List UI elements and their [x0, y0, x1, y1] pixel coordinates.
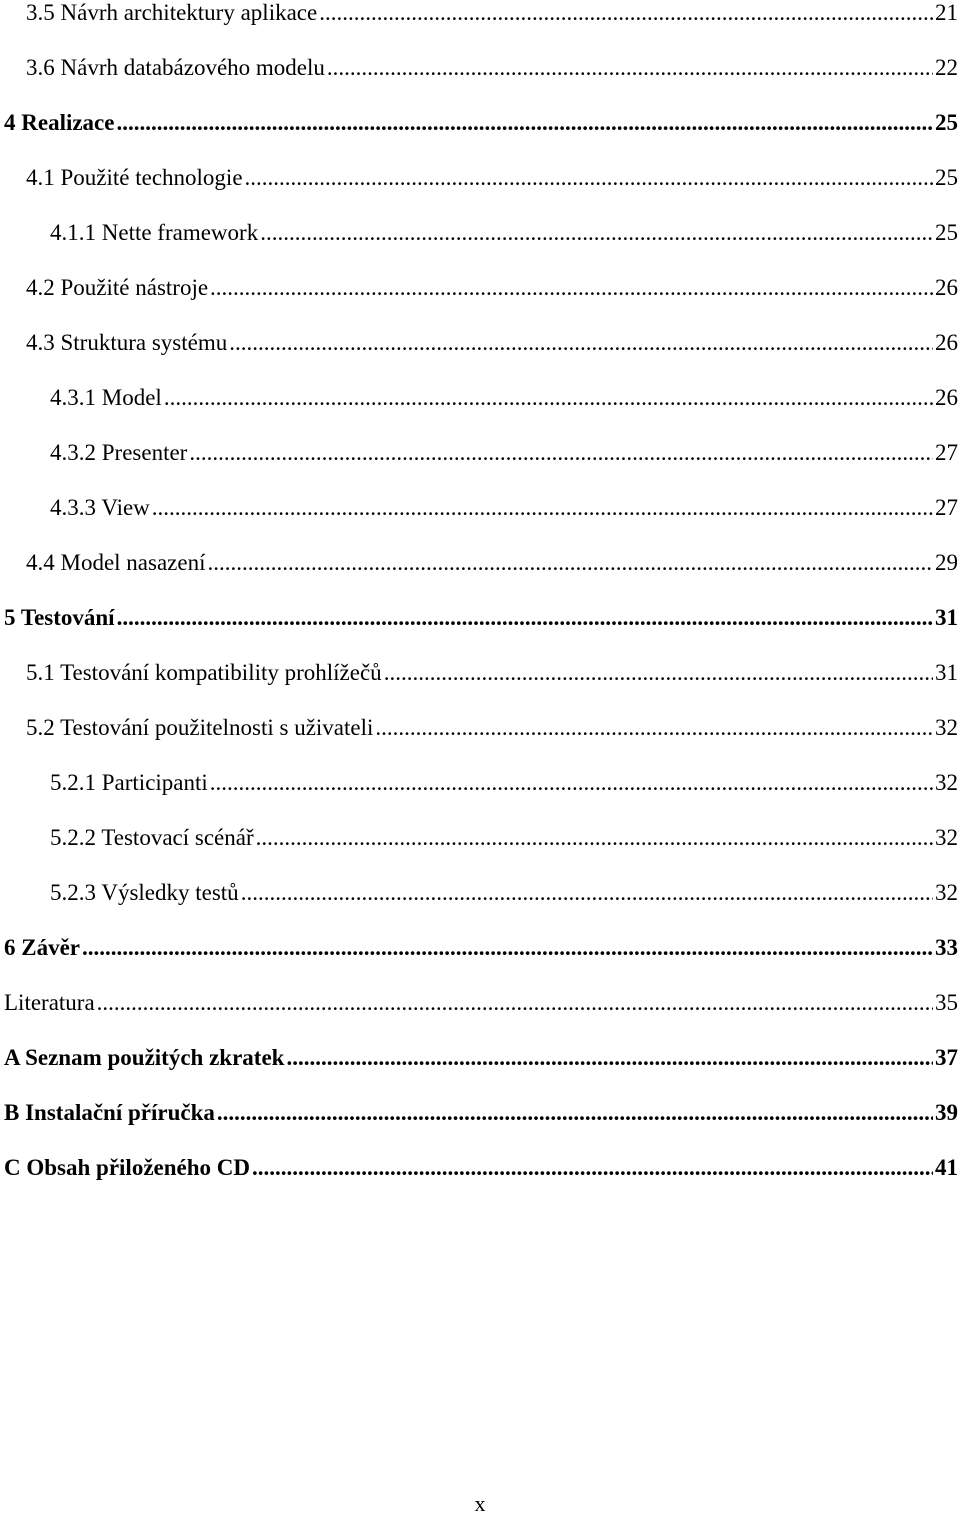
toc-entry[interactable]: [50, 436, 958, 470]
toc-entry-title: 4.3.1 Model: [50, 385, 162, 410]
toc-entry-title: 4.4 Model nasazení: [26, 550, 206, 575]
toc-entry[interactable]: [4, 106, 958, 140]
toc-entry-title: 5 Testování: [4, 605, 115, 630]
toc-entry[interactable]: [50, 821, 958, 855]
toc-entry[interactable]: [4, 1096, 958, 1130]
toc-entry-page: 26: [935, 330, 958, 355]
toc-entry-page: 22: [935, 55, 958, 80]
toc-entry-page: 32: [935, 715, 958, 740]
toc-entry-page: 37: [935, 1045, 958, 1070]
toc-entry[interactable]: [26, 546, 958, 580]
toc-leader-dots: [256, 821, 933, 855]
toc-entry-title: 4.3.3 View: [50, 495, 150, 520]
toc-entry-page: 27: [935, 495, 958, 520]
toc-entry-page: 29: [935, 550, 958, 575]
toc-entry[interactable]: [50, 876, 958, 910]
toc-entry-page: 21: [935, 0, 958, 25]
toc-entry-title: 4.3.2 Presenter: [50, 440, 188, 465]
toc-leader-dots: [116, 106, 933, 140]
toc-entry-page: 25: [935, 110, 958, 135]
toc-entry-title: 4.2 Použité nástroje: [26, 275, 209, 300]
toc-entry-page: 33: [935, 935, 958, 960]
toc-leader-dots: [82, 931, 933, 965]
toc-entry[interactable]: [26, 0, 958, 30]
toc-entry[interactable]: [50, 491, 958, 525]
toc-entry[interactable]: [4, 1151, 958, 1185]
toc-entry-page: 39: [935, 1100, 958, 1125]
toc-leader-dots: [164, 381, 933, 415]
toc-entry-title: 3.6 Návrh databázového modelu: [26, 55, 325, 80]
toc-entry[interactable]: [50, 381, 958, 415]
toc-entry[interactable]: [50, 766, 958, 800]
toc-entry-title: 3.5 Návrh architektury aplikace: [26, 0, 318, 25]
toc-entry-page: 32: [935, 770, 958, 795]
toc-entry[interactable]: [26, 326, 958, 360]
toc-leader-dots: [241, 876, 933, 910]
toc-entry[interactable]: [26, 656, 958, 690]
toc-entry-page: 32: [935, 880, 958, 905]
toc-leader-dots: [252, 1151, 933, 1185]
toc-entry-title: A Seznam použitých zkratek: [4, 1045, 285, 1070]
toc-entry-title: 5.1 Testování kompatibility prohlížečů: [26, 660, 382, 685]
toc-entry-title: 4 Realizace: [4, 110, 115, 135]
toc-leader-dots: [117, 601, 933, 635]
toc-entry-page: 25: [935, 165, 958, 190]
toc-leader-dots: [384, 656, 933, 690]
toc-entry-page: 32: [935, 825, 958, 850]
toc-entry-title: 4.1.1 Nette framework: [50, 220, 259, 245]
toc-entry-page: 31: [935, 660, 958, 685]
toc-leader-dots: [319, 0, 933, 30]
toc-entry[interactable]: [50, 216, 958, 250]
toc-leader-dots: [210, 766, 933, 800]
toc-leader-dots: [375, 711, 933, 745]
toc-entry-page: 26: [935, 275, 958, 300]
toc-entry-title: 5.2 Testování použitelnosti s uživateli: [26, 715, 374, 740]
toc-entry-title: 5.2.2 Testovací scénář: [50, 825, 254, 850]
toc-entry-page: 41: [935, 1155, 958, 1180]
toc-leader-dots: [229, 326, 933, 360]
toc-leader-dots: [327, 51, 933, 85]
toc-entry-title: 4.1 Použité technologie: [26, 165, 243, 190]
toc-leader-dots: [245, 161, 933, 195]
toc-entry-title: 5.2.1 Participanti: [50, 770, 208, 795]
toc-entry[interactable]: [4, 601, 958, 635]
toc-entry-page: 25: [935, 220, 958, 245]
toc-entry-title: 6 Závěr: [4, 935, 81, 960]
toc-entry[interactable]: [26, 271, 958, 305]
toc-entry-page: 31: [935, 605, 958, 630]
toc-entry-title: 5.2.3 Výsledky testů: [50, 880, 239, 905]
toc-entry[interactable]: [26, 711, 958, 745]
toc-entry[interactable]: [4, 931, 958, 965]
toc-leader-dots: [210, 271, 933, 305]
toc-entry[interactable]: [26, 161, 958, 195]
toc-leader-dots: [152, 491, 933, 525]
toc-entry-title: 4.3 Struktura systému: [26, 330, 228, 355]
toc-entry-title: Literatura: [4, 990, 95, 1015]
toc-leader-dots: [207, 546, 933, 580]
page-number: x: [474, 1491, 486, 1516]
toc-entry[interactable]: [4, 986, 958, 1020]
toc-leader-dots: [189, 436, 933, 470]
toc-entry[interactable]: [26, 51, 958, 85]
toc-leader-dots: [217, 1096, 933, 1130]
toc-entry[interactable]: [4, 1041, 958, 1075]
toc-leader-dots: [286, 1041, 933, 1075]
toc-entry-page: 26: [935, 385, 958, 410]
toc-entry-page: 27: [935, 440, 958, 465]
toc-entry-title: C Obsah přiloženého CD: [4, 1155, 250, 1180]
toc-entry-title: B Instalační příručka: [4, 1100, 215, 1125]
toc-entry-page: 35: [935, 990, 958, 1015]
toc-leader-dots: [260, 216, 933, 250]
toc-leader-dots: [97, 986, 933, 1020]
